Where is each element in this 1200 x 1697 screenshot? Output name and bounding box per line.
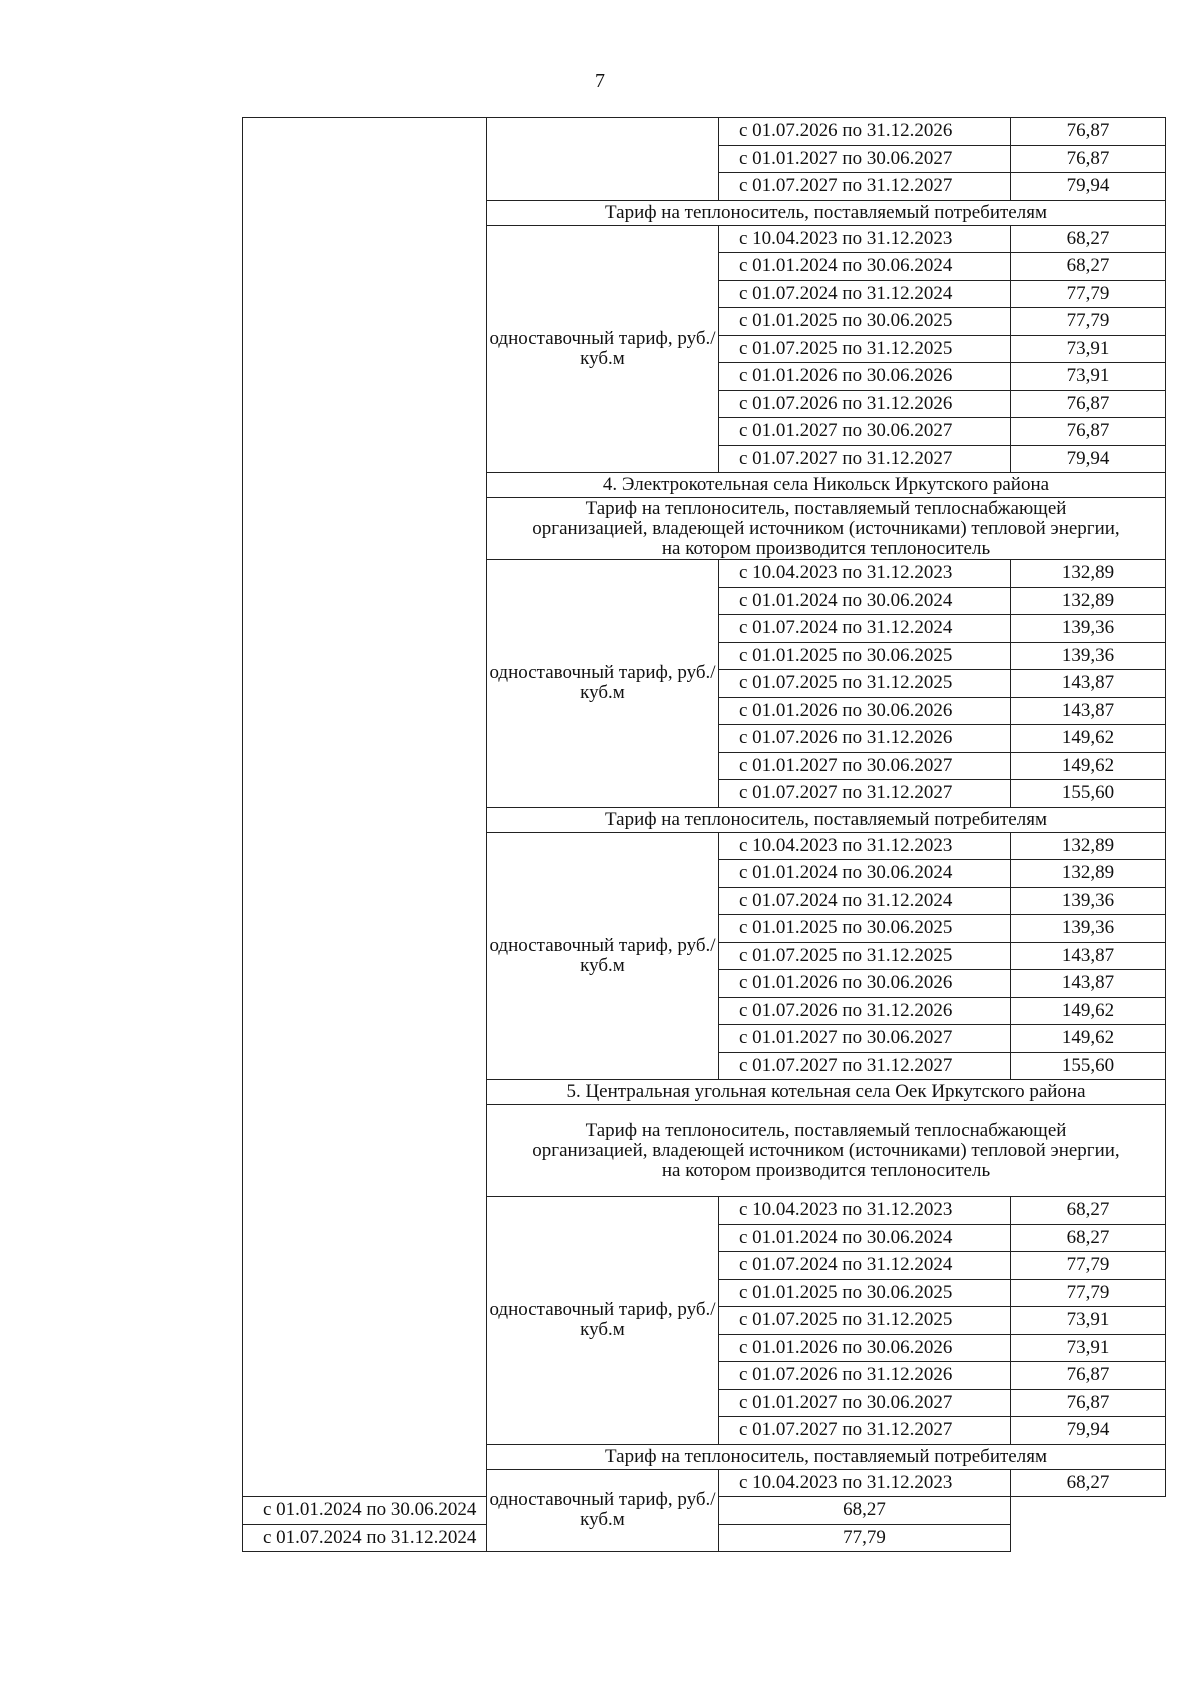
period-cell: с 01.07.2026 по 31.12.2026 (719, 1362, 1011, 1390)
left-blank-column (243, 118, 487, 1497)
period-cell: с 01.01.2027 по 30.06.2027 (719, 145, 1011, 173)
value-cell: 139,36 (1011, 615, 1166, 643)
value-cell: 68,27 (1011, 225, 1166, 253)
period-cell: с 01.07.2024 по 31.12.2024 (719, 280, 1011, 308)
value-cell: 77,79 (1011, 1252, 1166, 1280)
value-cell: 149,62 (1011, 997, 1166, 1025)
period-cell: с 10.04.2023 по 31.12.2023 (719, 225, 1011, 253)
value-cell: 73,91 (1011, 1307, 1166, 1335)
value-cell: 76,87 (1011, 1362, 1166, 1390)
period-cell: с 01.07.2024 по 31.12.2024 (719, 887, 1011, 915)
tariff-type-label: одноставочный тариф, руб./куб.м (487, 1197, 719, 1445)
value-cell: 77,79 (1011, 1279, 1166, 1307)
period-cell: с 01.01.2026 по 30.06.2026 (719, 363, 1011, 391)
tariff-row (243, 118, 1166, 146)
period-cell: с 01.01.2024 по 30.06.2024 (719, 860, 1011, 888)
period-cell: с 01.01.2024 по 30.06.2024 (243, 1497, 487, 1525)
section-header: Тариф на теплоноситель, поставляемый теплоснабжающей организацией, владеющей источником (источниками) тепловой энергии, на котором производится теплоноситель (487, 498, 1166, 560)
period-cell: с 01.01.2026 по 30.06.2026 (719, 697, 1011, 725)
value-cell: 77,79 (719, 1524, 1011, 1552)
value-cell: 73,91 (1011, 363, 1166, 391)
value-cell: 68,27 (1011, 1197, 1166, 1225)
value-cell: 68,27 (1011, 1224, 1166, 1252)
value-cell: 143,87 (1011, 670, 1166, 698)
period-cell: с 01.07.2024 по 31.12.2024 (719, 615, 1011, 643)
period-cell: с 10.04.2023 по 31.12.2023 (719, 832, 1011, 860)
period-cell: с 01.01.2026 по 30.06.2026 (719, 970, 1011, 998)
period-cell: с 01.01.2027 по 30.06.2027 (719, 418, 1011, 446)
value-cell: 68,27 (1011, 253, 1166, 281)
period-cell: с 01.07.2025 по 31.12.2025 (719, 942, 1011, 970)
section-header: Тариф на теплоноситель, поставляемый теплоснабжающей организацией, владеющей источником (источниками) тепловой энергии, на котором производится теплоноситель (487, 1105, 1166, 1197)
value-cell: 76,87 (1011, 390, 1166, 418)
value-cell: 139,36 (1011, 642, 1166, 670)
period-cell: с 01.07.2027 по 31.12.2027 (719, 1052, 1011, 1080)
tariff-table (242, 117, 1166, 1552)
page-number: 7 (595, 70, 605, 92)
value-cell: 149,62 (1011, 725, 1166, 753)
value-cell: 139,36 (1011, 887, 1166, 915)
period-cell: с 01.01.2027 по 30.06.2027 (719, 1025, 1011, 1053)
value-cell: 76,87 (1011, 1389, 1166, 1417)
period-cell: с 01.07.2025 по 31.12.2025 (719, 670, 1011, 698)
period-cell: с 01.01.2027 по 30.06.2027 (719, 752, 1011, 780)
period-cell: с 01.07.2024 по 31.12.2024 (719, 1252, 1011, 1280)
tariff-type-label: одноставочный тариф, руб./куб.м (487, 1469, 719, 1552)
tariff-type-label: одноставочный тариф, руб./куб.м (487, 560, 719, 808)
period-cell: с 01.07.2027 по 31.12.2027 (719, 1417, 1011, 1445)
period-cell: с 01.07.2024 по 31.12.2024 (243, 1524, 487, 1552)
period-cell: с 01.07.2027 по 31.12.2027 (719, 173, 1011, 201)
value-cell: 79,94 (1011, 173, 1166, 201)
value-cell: 76,87 (1011, 418, 1166, 446)
period-cell: с 01.01.2026 по 30.06.2026 (719, 1334, 1011, 1362)
period-cell: с 01.01.2025 по 30.06.2025 (719, 308, 1011, 336)
value-cell: 132,89 (1011, 832, 1166, 860)
value-cell: 143,87 (1011, 697, 1166, 725)
value-cell: 132,89 (1011, 860, 1166, 888)
tariff-type-label: одноставочный тариф, руб./куб.м (487, 225, 719, 473)
tariff-type-label: одноставочный тариф, руб./куб.м (487, 832, 719, 1080)
value-cell: 76,87 (1011, 118, 1166, 146)
section-header: Тариф на теплоноситель, поставляемый потребителям (487, 200, 1166, 225)
period-cell: с 01.01.2027 по 30.06.2027 (719, 1389, 1011, 1417)
period-cell: с 01.01.2025 по 30.06.2025 (719, 1279, 1011, 1307)
period-cell: с 01.07.2027 по 31.12.2027 (719, 445, 1011, 473)
period-cell: с 01.07.2026 по 31.12.2026 (719, 390, 1011, 418)
value-cell: 68,27 (1011, 1469, 1166, 1497)
period-cell: с 10.04.2023 по 31.12.2023 (719, 1469, 1011, 1497)
facility-title: 4. Электрокотельная села Никольск Иркутского района (487, 473, 1166, 498)
period-cell: с 01.07.2025 по 31.12.2025 (719, 1307, 1011, 1335)
value-cell: 149,62 (1011, 752, 1166, 780)
value-cell: 149,62 (1011, 1025, 1166, 1053)
value-cell: 155,60 (1011, 780, 1166, 808)
value-cell: 143,87 (1011, 942, 1166, 970)
row-label-blank (487, 118, 719, 201)
value-cell: 79,94 (1011, 445, 1166, 473)
value-cell: 143,87 (1011, 970, 1166, 998)
section-header: Тариф на теплоноситель, поставляемый потребителям (487, 807, 1166, 832)
value-cell: 77,79 (1011, 280, 1166, 308)
value-cell: 132,89 (1011, 560, 1166, 588)
period-cell: с 01.01.2024 по 30.06.2024 (719, 587, 1011, 615)
value-cell: 77,79 (1011, 308, 1166, 336)
period-cell: с 01.07.2025 по 31.12.2025 (719, 335, 1011, 363)
period-cell: с 01.07.2027 по 31.12.2027 (719, 780, 1011, 808)
facility-title: 5. Центральная угольная котельная села Оек Иркутского района (487, 1080, 1166, 1105)
period-cell: с 10.04.2023 по 31.12.2023 (719, 1197, 1011, 1225)
value-cell: 68,27 (719, 1497, 1011, 1525)
value-cell: 139,36 (1011, 915, 1166, 943)
period-cell: с 01.07.2026 по 31.12.2026 (719, 725, 1011, 753)
period-cell: с 01.07.2026 по 31.12.2026 (719, 118, 1011, 146)
value-cell: 79,94 (1011, 1417, 1166, 1445)
section-header: Тариф на теплоноситель, поставляемый потребителям (487, 1444, 1166, 1469)
value-cell: 132,89 (1011, 587, 1166, 615)
period-cell: с 01.01.2024 по 30.06.2024 (719, 1224, 1011, 1252)
period-cell: с 01.01.2025 по 30.06.2025 (719, 642, 1011, 670)
period-cell: с 10.04.2023 по 31.12.2023 (719, 560, 1011, 588)
period-cell: с 01.01.2025 по 30.06.2025 (719, 915, 1011, 943)
value-cell: 76,87 (1011, 145, 1166, 173)
value-cell: 155,60 (1011, 1052, 1166, 1080)
value-cell: 73,91 (1011, 335, 1166, 363)
period-cell: с 01.01.2024 по 30.06.2024 (719, 253, 1011, 281)
period-cell: с 01.07.2026 по 31.12.2026 (719, 997, 1011, 1025)
value-cell: 73,91 (1011, 1334, 1166, 1362)
